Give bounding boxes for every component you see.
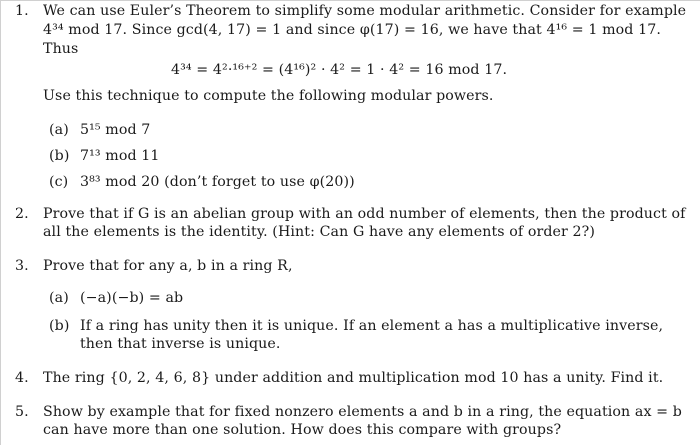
part-text-1b: 7¹³ mod 11	[80, 148, 160, 164]
part-label-1c: (c)	[49, 174, 69, 190]
part-label-1b: (b)	[49, 148, 70, 164]
euler-equation: 4³⁴ = 4²·¹⁶⁺² = (4¹⁶)² · 4² = 1 · 4² = 16 mod 17.	[171, 62, 508, 78]
part-text-1a: 5¹⁵ mod 7	[80, 122, 151, 138]
problem-number-2: 2.	[15, 206, 29, 222]
problem-1-line-2: 4³⁴ mod 17. Since gcd(4, 17) = 1 and since φ(17) = 16, we have that 4¹⁶ = 1 mod 17.	[43, 22, 661, 38]
problem-1-line-3: Thus	[43, 41, 79, 57]
part-text-1c: 3⁸³ mod 20 (don’t forget to use φ(20))	[80, 174, 355, 190]
problem-2-line-1: Prove that if G is an abelian group with an odd number of elements, then the product of	[43, 206, 686, 222]
part-label-3b: (b)	[49, 318, 70, 334]
part-text-3a: (−a)(−b) = ab	[80, 290, 184, 306]
part-label-1a: (a)	[49, 122, 69, 138]
problem-5-line-2: can have more than one solution. How does this compare with groups?	[43, 422, 562, 438]
problem-5-line-1: Show by example that for fixed nonzero elements a and b in a ring, the equation ax = b	[43, 404, 682, 420]
part-label-3a: (a)	[49, 290, 69, 306]
problem-4-line-1: The ring {0, 2, 4, 6, 8} under addition and multiplication mod 10 has a unity. Find it.	[43, 370, 664, 386]
problem-2-line-2: all the elements is the identity. (Hint: Can G have any elements of order 2?)	[43, 224, 595, 240]
problem-number-5: 5.	[15, 404, 29, 420]
problem-1-instruction: Use this technique to compute the following modular powers.	[43, 88, 494, 104]
problem-1-line-1: We can use Euler’s Theorem to simplify some modular arithmetic. Consider for example	[43, 3, 687, 19]
problem-number-1: 1.	[15, 3, 29, 19]
problem-number-3: 3.	[15, 258, 29, 274]
part-text-3b-line-1: If a ring has unity then it is unique. If an element a has a multiplicative inverse,	[80, 318, 664, 334]
problem-3-line-1: Prove that for any a, b in a ring R,	[43, 258, 293, 274]
part-text-3b-line-2: then that inverse is unique.	[80, 336, 281, 352]
problem-number-4: 4.	[15, 370, 29, 386]
